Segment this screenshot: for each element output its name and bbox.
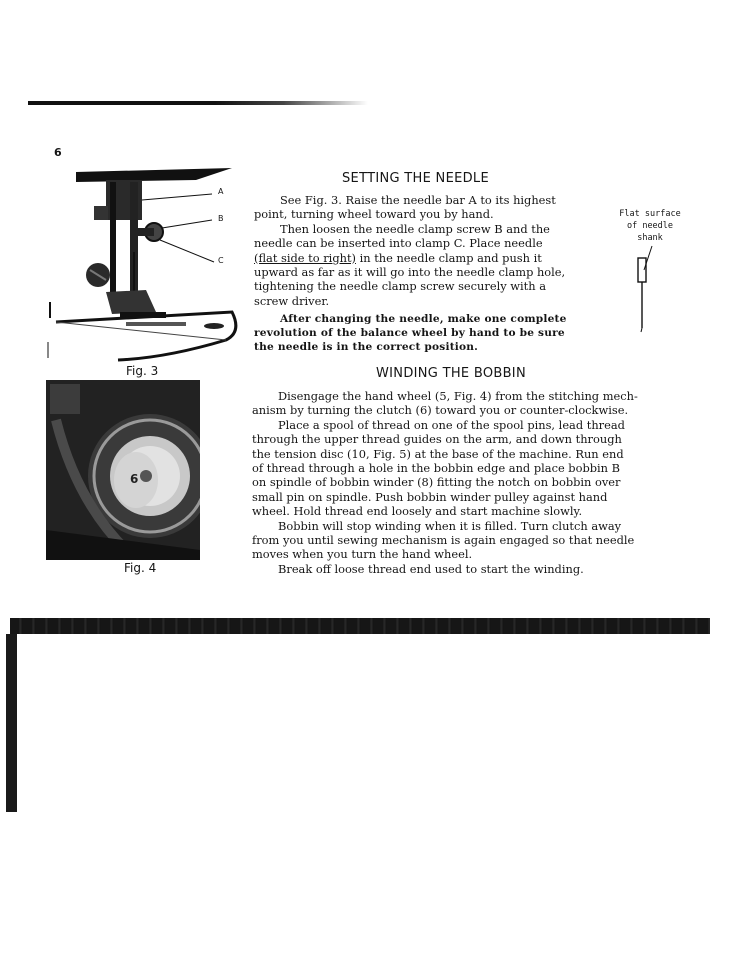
- bottom-dark-band: [10, 618, 710, 634]
- text-line: point, turning wheel toward you by hand.: [254, 207, 494, 222]
- section-heading-winding-bobbin: WINDING THE BOBBIN: [376, 366, 526, 381]
- text-line: (flat side to right) in the needle clamp and push it: [254, 250, 542, 265]
- bold-note-line: revolution of the balance wheel by hand to be sure: [254, 327, 565, 340]
- text-line: screw driver.: [254, 293, 330, 308]
- bobbin-winder-photo: [46, 380, 200, 560]
- text-line: the tension disc (10, Fig. 5) at the base of the machine. Run end: [252, 446, 624, 461]
- label-c: C: [218, 256, 224, 265]
- bold-note-line: After changing the needle, make one complete: [280, 313, 567, 326]
- clutch-marking: 6: [130, 472, 139, 486]
- text-line: anism by turning the clutch (6) toward you or counter-clockwise.: [252, 403, 629, 418]
- side-note-line: shank: [637, 233, 663, 243]
- section-winding-bobbin-body: [252, 389, 678, 576]
- text-line: of thread through a hole in the bobbin edge and place bobbin B: [252, 461, 621, 476]
- text-line: small pin on spindle. Push bobbin winder pulley against hand: [252, 489, 608, 504]
- text-line: wheel. Hold thread end loosely and start machine slowly.: [252, 504, 583, 519]
- side-note-line: Flat surface: [619, 209, 681, 219]
- top-rule: [28, 101, 368, 105]
- text-line: See Fig. 3. Raise the needle bar A to its highest: [280, 193, 556, 207]
- text-line: tightening the needle clamp screw securely with a: [254, 279, 546, 294]
- needle-clamp-illustration: [46, 162, 242, 362]
- text-line: on spindle of bobbin winder (8) fitting the notch on bobbin over: [252, 475, 621, 490]
- text-line: moves when you turn the hand wheel.: [252, 547, 473, 562]
- text-line: Break off loose thread end used to start the winding.: [278, 561, 584, 576]
- figure-3: [46, 162, 242, 362]
- text-line: from you until sewing mechanism is again engaged so that needle: [252, 533, 635, 548]
- bold-note-line: the needle is in the correct position.: [254, 341, 479, 354]
- section-heading-setting-needle: SETTING THE NEEDLE: [342, 171, 489, 186]
- figure-4-caption: Fig. 4: [124, 561, 157, 575]
- side-note: [618, 208, 682, 244]
- text-line: Disengage the hand wheel (5, Fig. 4) from the stitching mech-: [278, 389, 638, 403]
- needle-shank-icon: [626, 244, 666, 334]
- figure-4: [46, 380, 200, 560]
- text-line: upward as far as it will go into the needle clamp hole,: [254, 265, 566, 280]
- section-setting-needle-body: [254, 193, 606, 354]
- underlined-phrase: (flat side to right): [254, 250, 356, 265]
- figure-3-caption: Fig. 3: [126, 364, 159, 378]
- label-a: A: [218, 187, 224, 196]
- text-line: Then loosen the needle clamp screw B and the: [280, 221, 550, 236]
- text-line: Bobbin will stop winding when it is filled. Turn clutch away: [278, 518, 622, 533]
- label-b: B: [218, 214, 224, 223]
- text-line: Place a spool of thread on one of the spool pins, lead thread: [278, 417, 625, 432]
- text-line: through the upper thread guides on the arm, and down through: [252, 432, 622, 447]
- side-note-line: of needle: [626, 221, 674, 231]
- text-line: needle can be inserted into clamp C. Place needle: [254, 236, 543, 251]
- page-number: 6: [54, 146, 62, 159]
- left-edge-strip: [6, 634, 17, 812]
